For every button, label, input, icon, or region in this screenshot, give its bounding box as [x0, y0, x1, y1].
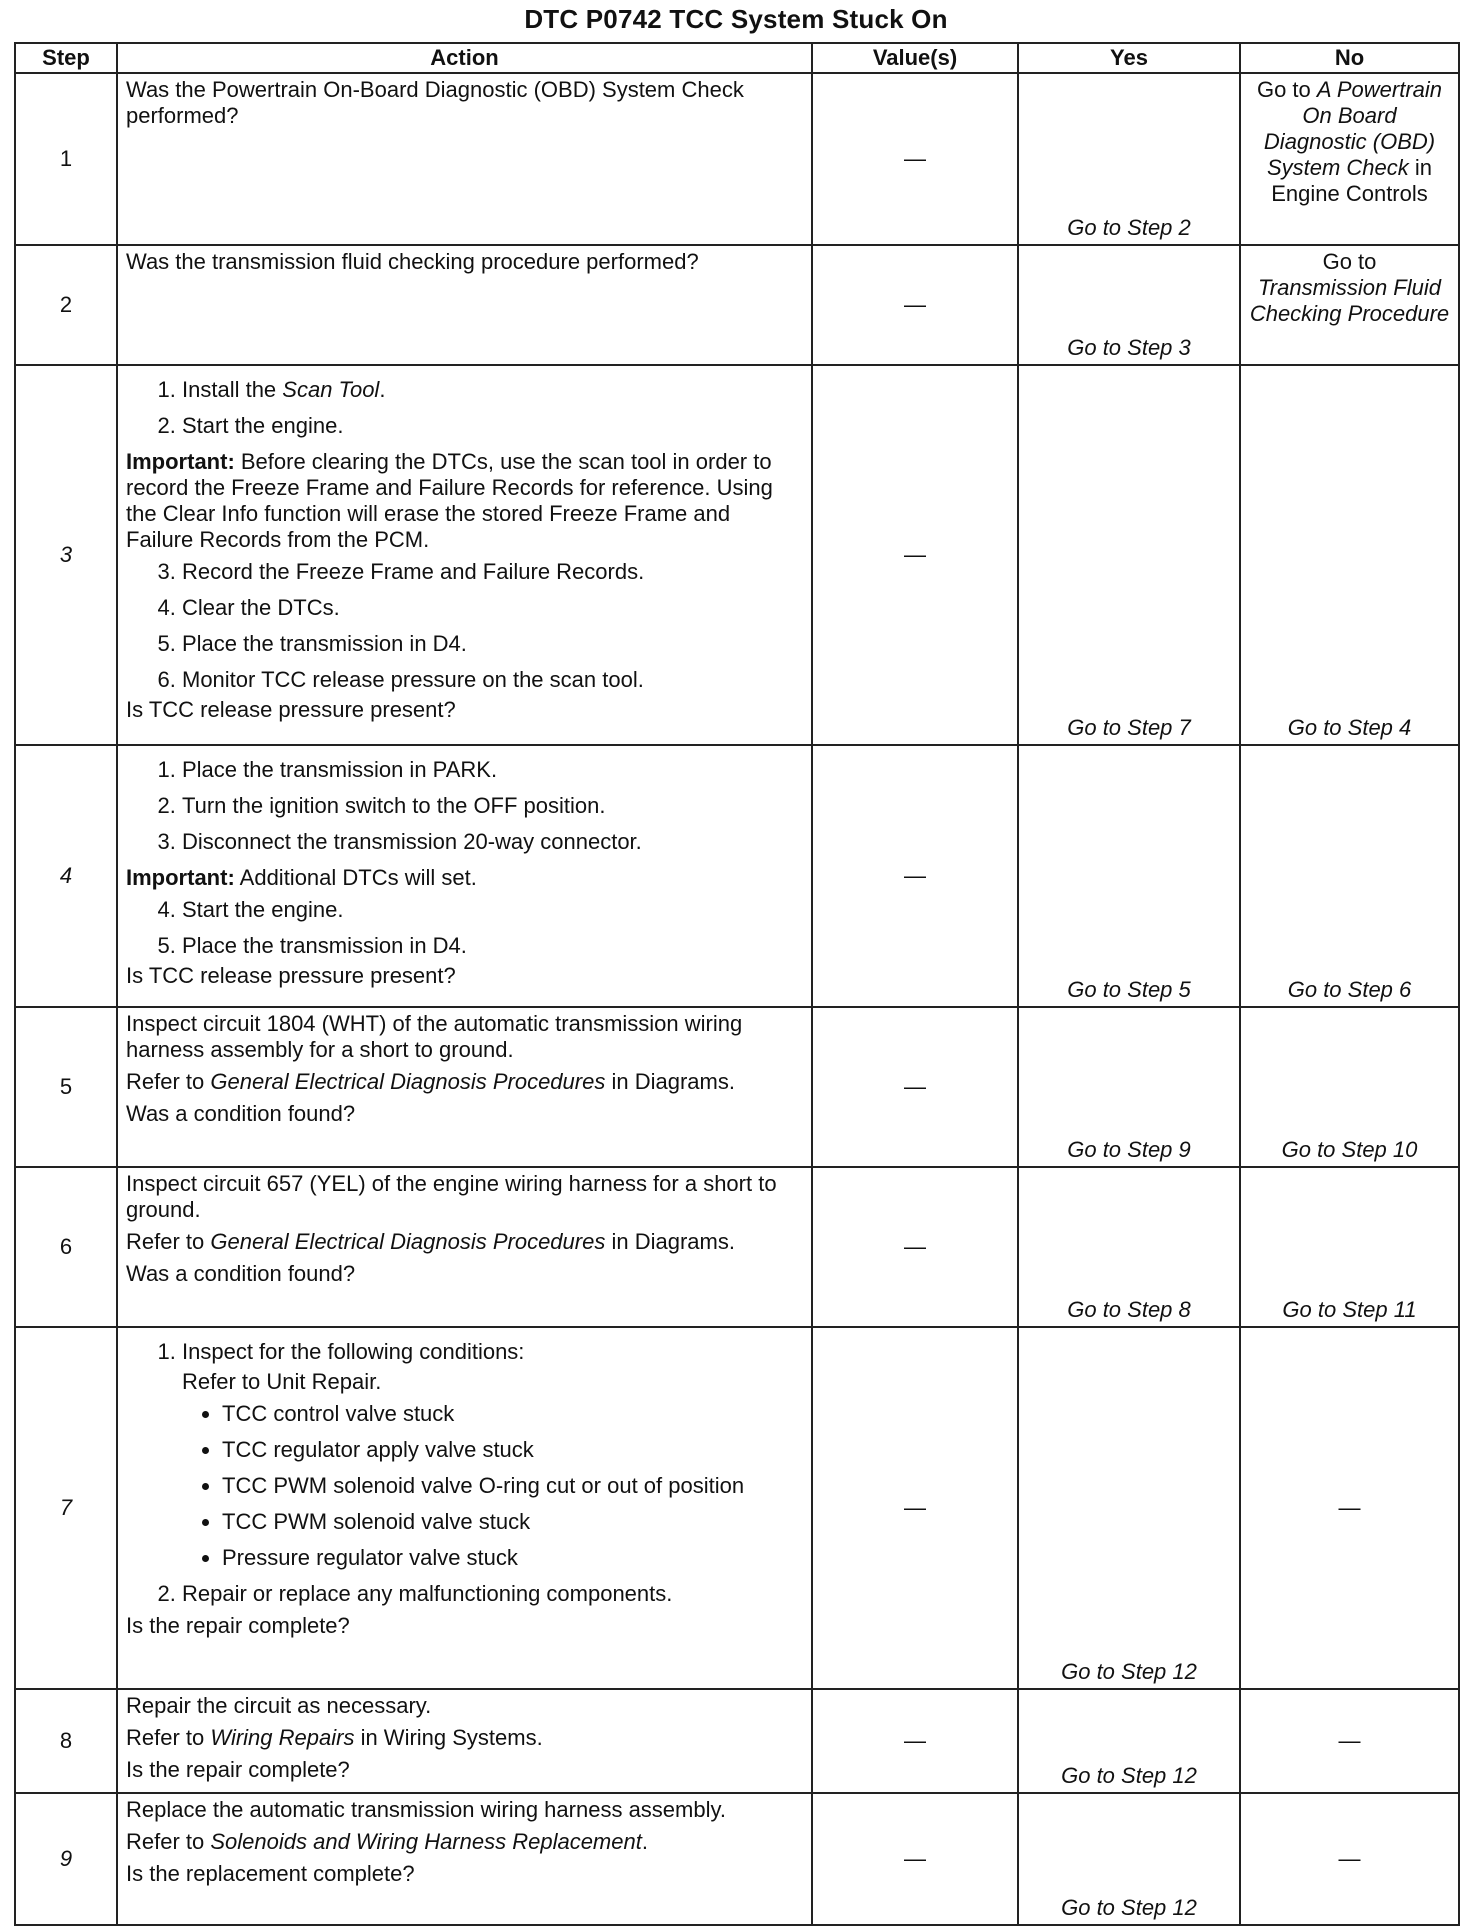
no-link: A Powertrain On Board Diagnostic (OBD) System Check [1263, 77, 1443, 180]
yes-cell: Go to Step 12 [1018, 1327, 1240, 1689]
action-cell [117, 1793, 812, 1925]
yes-cell: Go to Step 2 [1018, 73, 1240, 245]
ref-text: Refer to [126, 1069, 211, 1094]
ref-link: General Electrical Diagnosis Procedures [210, 1069, 606, 1094]
item-text: Scan Tool [282, 377, 380, 402]
step-number: 4 [15, 745, 117, 1007]
question-text: Is the repair complete? [126, 1757, 350, 1782]
value-cell: — [812, 245, 1018, 365]
ref-text: in Diagrams. [605, 1069, 735, 1094]
no-text: Go to [1322, 249, 1377, 274]
list-item: 5. Place the transmission in D4. [182, 631, 803, 657]
ref-text: Refer to [126, 1829, 211, 1854]
no-cell: — [1240, 1689, 1459, 1793]
ref-text: in Wiring Systems. [354, 1725, 543, 1750]
list-item: 3. Record the Freeze Frame and Failure Records. [182, 559, 803, 585]
list-item: 6. Monitor TCC release pressure on the scan tool. [182, 667, 803, 693]
list-item [182, 1339, 803, 1571]
no-link: Transmission Fluid Checking Procedure [1249, 275, 1450, 326]
table-row [15, 1007, 1459, 1167]
table-row [15, 365, 1459, 745]
value-cell: — [812, 73, 1018, 245]
reference-text [126, 1069, 803, 1095]
list-item: 2. Turn the ignition switch to the OFF position. [182, 793, 803, 819]
value-cell: — [812, 1793, 1018, 1925]
bullet-item: • TCC regulator apply valve stuck [222, 1437, 803, 1463]
important-note [126, 449, 803, 553]
ref-text: Refer to [126, 1229, 211, 1254]
ref-text: Refer to [126, 1725, 211, 1750]
list-item: 3. Disconnect the transmission 20-way connector. [182, 829, 803, 855]
header-no: No [1240, 43, 1459, 73]
list-item: 1. Place the transmission in PARK. [182, 757, 803, 783]
action-cell [117, 1007, 812, 1167]
bullet-item: • TCC PWM solenoid valve stuck [222, 1509, 803, 1535]
list-item: 4. Start the engine. [182, 897, 803, 923]
no-cell [1240, 73, 1459, 245]
table-row [15, 1327, 1459, 1689]
no-cell: — [1240, 1327, 1459, 1689]
value-cell: — [812, 1167, 1018, 1327]
action-cell [117, 745, 812, 1007]
yes-cell: Go to Step 5 [1018, 745, 1240, 1007]
step-number: 6 [15, 1167, 117, 1327]
action-text: Inspect circuit 657 (YEL) of the engine wiring harness for a short to ground. [126, 1171, 777, 1222]
no-text: Go to [1256, 77, 1317, 102]
table-row [15, 245, 1459, 365]
question-text: Was a condition found? [126, 1101, 356, 1126]
value-cell: — [812, 1007, 1018, 1167]
question-text: Was a condition found? [126, 1261, 356, 1286]
table-row [15, 1689, 1459, 1793]
action-cell [117, 365, 812, 745]
bullet-item: • TCC PWM solenoid valve O-ring cut or out of position [222, 1473, 803, 1499]
value-cell: — [812, 1327, 1018, 1689]
yes-cell: Go to Step 12 [1018, 1793, 1240, 1925]
value-cell: — [812, 1689, 1018, 1793]
yes-cell: Go to Step 8 [1018, 1167, 1240, 1327]
yes-cell: Go to Step 3 [1018, 245, 1240, 365]
bullet-list [182, 1401, 803, 1571]
header-values: Value(s) [812, 43, 1018, 73]
table-row [15, 1793, 1459, 1925]
no-cell [1240, 245, 1459, 365]
item-text: . [379, 377, 386, 402]
yes-cell: Go to Step 9 [1018, 1007, 1240, 1167]
ref-text: . [641, 1829, 648, 1854]
bullet-item: • TCC control valve stuck [222, 1401, 803, 1427]
list-item: 5. Place the transmission in D4. [182, 933, 803, 959]
no-text: in Engine Controls [1271, 155, 1433, 206]
no-cell: Go to Step 11 [1240, 1167, 1459, 1327]
list-item [182, 377, 803, 403]
step-number: 2 [15, 245, 117, 365]
table-row [15, 73, 1459, 245]
header-step: Step [15, 43, 117, 73]
refer-text: Refer to Unit Repair. [182, 1369, 382, 1394]
important-note [126, 865, 803, 891]
yes-cell: Go to Step 7 [1018, 365, 1240, 745]
page-title: DTC P0742 TCC System Stuck On [524, 4, 948, 34]
question-text: Is the replacement complete? [126, 1861, 415, 1886]
list-item: 4. Clear the DTCs. [182, 595, 803, 621]
question-text: Is TCC release pressure present? [126, 963, 456, 988]
table-row [15, 1167, 1459, 1327]
action-cell [117, 1327, 812, 1689]
no-cell: — [1240, 1793, 1459, 1925]
diagnostic-table [14, 42, 1460, 1926]
item-text: Install the [182, 377, 283, 402]
yes-cell: Go to Step 12 [1018, 1689, 1240, 1793]
list-item: 2. Start the engine. [182, 413, 803, 439]
action-text: Inspect circuit 1804 (WHT) of the automatic transmission wiring harness assembly for a short to ground. [126, 1011, 743, 1062]
header-action: Action [117, 43, 812, 73]
question-text: Is the repair complete? [126, 1613, 350, 1638]
important-text: Before clearing the DTCs, use the scan tool in order to record the Freeze Frame and Failure Records for reference. Using the Clear Info function will erase the stored Freeze Frame and Failure Records from the PCM. [126, 449, 773, 552]
action-text: Was the Powertrain On-Board Diagnostic (OBD) System Check performed? [126, 77, 744, 128]
reference-text [126, 1829, 803, 1855]
important-text: Additional DTCs will set. [234, 865, 477, 890]
action-cell [117, 73, 812, 245]
action-cell [117, 245, 812, 365]
no-cell: Go to Step 6 [1240, 745, 1459, 1007]
ref-link: Solenoids and Wiring Harness Replacement [210, 1829, 642, 1854]
step-number: 9 [15, 1793, 117, 1925]
important-label: Important: [126, 449, 235, 474]
action-text: Replace the automatic transmission wiring harness assembly. [126, 1797, 726, 1822]
step-number: 7 [15, 1327, 117, 1689]
action-cell [117, 1689, 812, 1793]
bullet-item: • Pressure regulator valve stuck [222, 1545, 803, 1571]
ref-text: in Diagrams. [605, 1229, 735, 1254]
value-cell: — [812, 745, 1018, 1007]
reference-text [126, 1229, 803, 1255]
important-label: Important: [126, 865, 235, 890]
step-number: 3 [15, 365, 117, 745]
step-number: 1 [15, 73, 117, 245]
value-cell: — [812, 365, 1018, 745]
step-number: 8 [15, 1689, 117, 1793]
no-cell: Go to Step 10 [1240, 1007, 1459, 1167]
ref-link: General Electrical Diagnosis Procedures [210, 1229, 606, 1254]
table-header-row [15, 43, 1459, 73]
action-text: Repair the circuit as necessary. [126, 1693, 432, 1718]
table-row [15, 745, 1459, 1007]
reference-text [126, 1725, 803, 1751]
item-text: Inspect for the following conditions: [182, 1339, 525, 1364]
question-text: Is TCC release pressure present? [126, 697, 456, 722]
ref-link: Wiring Repairs [210, 1725, 355, 1750]
header-yes: Yes [1018, 43, 1240, 73]
step-number: 5 [15, 1007, 117, 1167]
no-cell: Go to Step 4 [1240, 365, 1459, 745]
list-item: 2. Repair or replace any malfunctioning components. [182, 1581, 803, 1607]
action-text: Was the transmission fluid checking procedure performed? [126, 249, 699, 274]
action-cell [117, 1167, 812, 1327]
